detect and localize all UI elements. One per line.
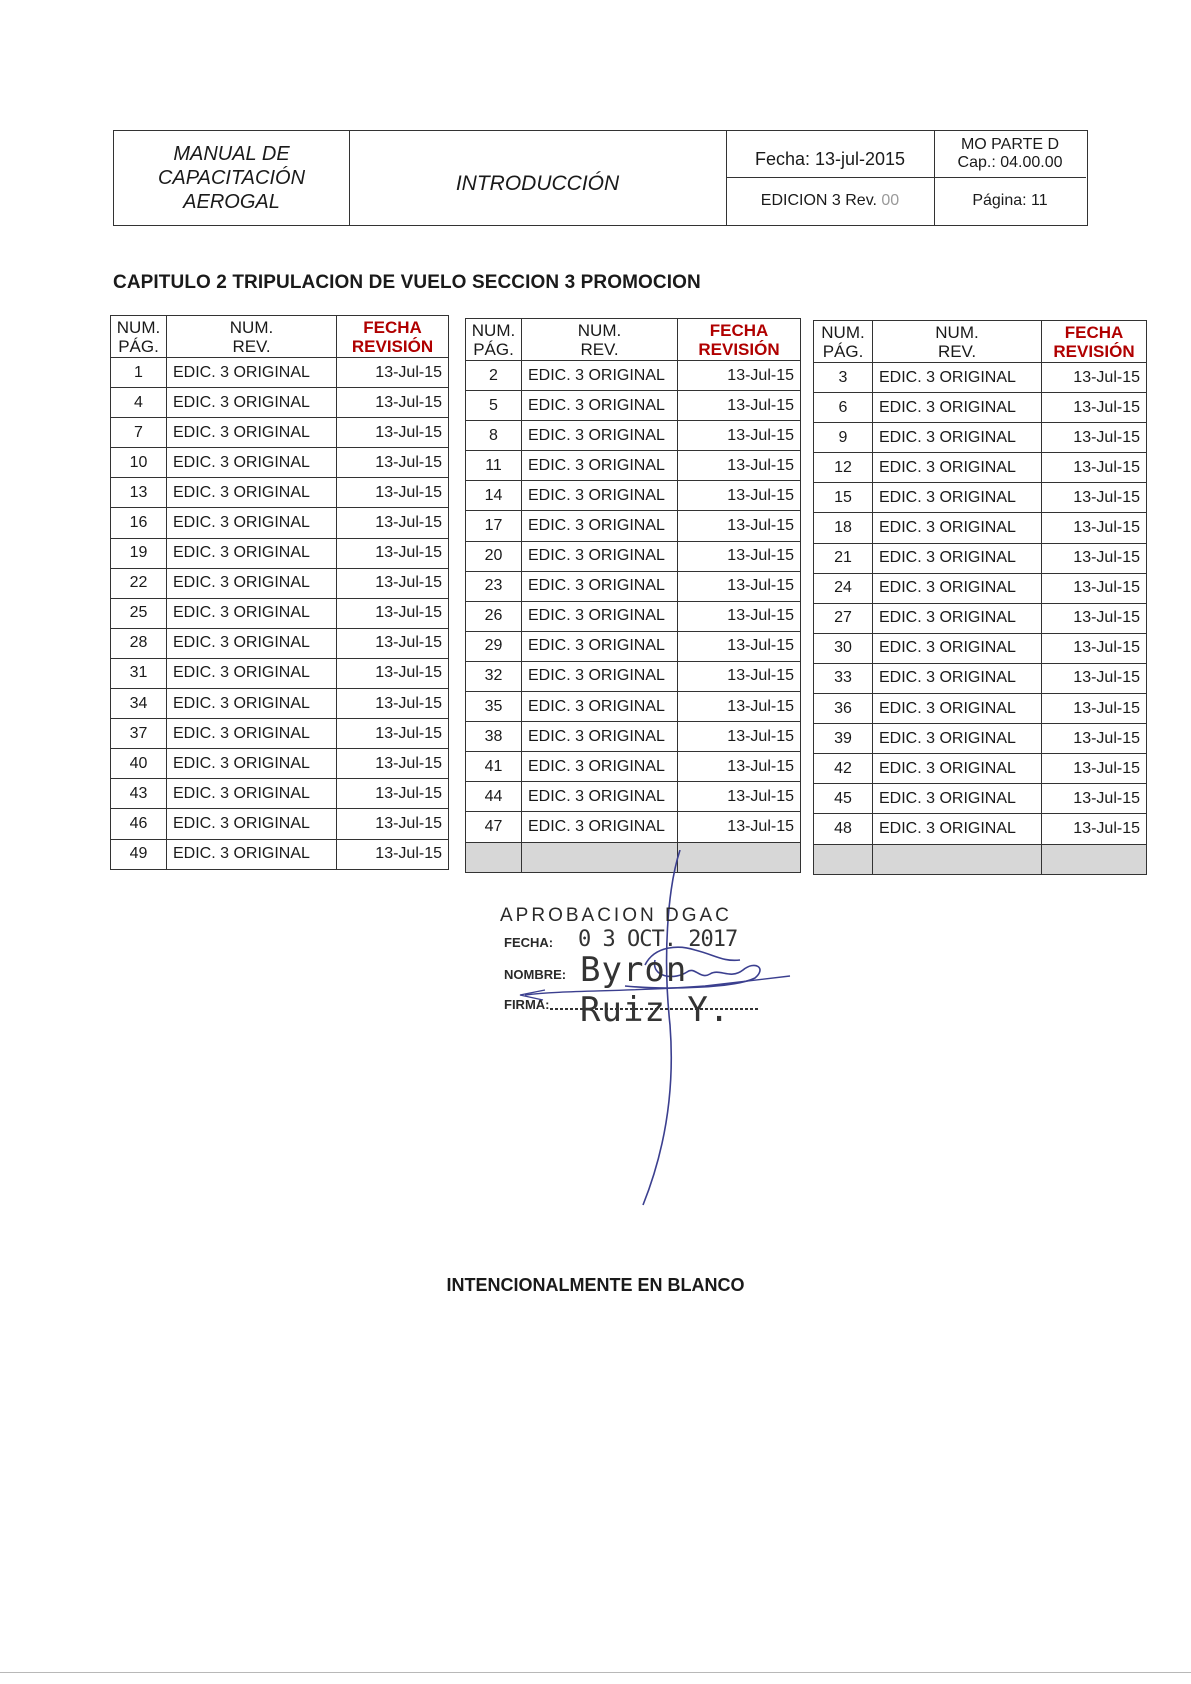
table-row (814, 633, 1147, 663)
cell-fecha-revision: 13-Jul-15 (1042, 724, 1147, 754)
table-row (814, 393, 1147, 423)
cell-num-rev: EDIC. 3 ORIGINAL (522, 812, 678, 842)
cell-fecha-revision: 13-Jul-15 (1042, 423, 1147, 453)
table-row (814, 363, 1147, 393)
cell-num-pag: 13 (111, 478, 167, 508)
cell-fecha-revision: 13-Jul-15 (678, 661, 801, 691)
cell-fecha-revision: 13-Jul-15 (1042, 633, 1147, 663)
table-row (111, 658, 449, 688)
cell-fecha-revision: 13-Jul-15 (1042, 393, 1147, 423)
cell-num-rev: EDIC. 3 ORIGINAL (873, 603, 1042, 633)
cell-fecha-revision: 13-Jul-15 (678, 481, 801, 511)
cell-num-pag: 5 (466, 391, 522, 421)
table-row (111, 749, 449, 779)
cell-num-pag: 32 (466, 661, 522, 691)
table-row (111, 568, 449, 598)
edition-revision: 00 (881, 191, 900, 209)
cell-num-rev: EDIC. 3 ORIGINAL (167, 448, 337, 478)
cell-fecha-revision: 13-Jul-15 (337, 719, 449, 749)
table-row (466, 782, 801, 812)
cell-num-pag: 20 (466, 541, 522, 571)
cell-fecha-revision: 13-Jul-15 (1042, 483, 1147, 513)
cell-num-pag: 24 (814, 573, 873, 603)
cell-num-rev: EDIC. 3 ORIGINAL (167, 689, 337, 719)
revision-table-left (110, 315, 449, 870)
cell-fecha-revision: 13-Jul-15 (337, 598, 449, 628)
table-row (814, 814, 1147, 844)
manual-part (934, 131, 1086, 177)
cell-num-rev: EDIC. 3 ORIGINAL (522, 782, 678, 812)
cell-num-pag: 6 (814, 393, 873, 423)
manual-title-line-2: CAPACITACIÓN (157, 166, 306, 189)
cell-fecha-revision: 13-Jul-15 (337, 478, 449, 508)
table-row (466, 752, 801, 782)
table-row (111, 598, 449, 628)
cell-num-pag: 45 (814, 784, 873, 814)
cell-num-rev: EDIC. 3 ORIGINAL (522, 361, 678, 391)
cell-num-rev: EDIC. 3 ORIGINAL (522, 511, 678, 541)
cell-num-pag: 40 (111, 749, 167, 779)
col-num-pag: NUM. PÁG. (466, 319, 522, 361)
cell-fecha-revision: 13-Jul-15 (337, 508, 449, 538)
cell-num-pag: 41 (466, 752, 522, 782)
cell-num-pag: 46 (111, 809, 167, 839)
cell-num-pag: 35 (466, 692, 522, 722)
cell-num-pag: 36 (814, 694, 873, 724)
cell-num-pag: 21 (814, 543, 873, 573)
cell-num-pag: 14 (466, 481, 522, 511)
cell-num-rev: EDIC. 3 ORIGINAL (522, 692, 678, 722)
cell-fecha-revision: 13-Jul-15 (337, 749, 449, 779)
cell-num-rev: EDIC. 3 ORIGINAL (873, 724, 1042, 754)
cell-num-pag: 8 (466, 421, 522, 451)
cell-num-pag: 28 (111, 628, 167, 658)
cell-num-pag: 29 (466, 631, 522, 661)
table-row (466, 571, 801, 601)
cell-num-pag: 31 (111, 658, 167, 688)
empty-cell (873, 844, 1042, 874)
cell-fecha-revision: 13-Jul-15 (337, 418, 449, 448)
table-row (814, 423, 1147, 453)
cell-num-rev: EDIC. 3 ORIGINAL (873, 694, 1042, 724)
cell-num-pag: 17 (466, 511, 522, 541)
table-row (111, 448, 449, 478)
table-row (814, 694, 1147, 724)
table-row (111, 388, 449, 418)
stamp-firma-dotted-line (550, 1005, 760, 1013)
cell-fecha-revision: 13-Jul-15 (337, 358, 449, 388)
table-row (466, 451, 801, 481)
cell-num-pag: 9 (814, 423, 873, 453)
header-box (113, 130, 1088, 226)
cell-fecha-revision: 13-Jul-15 (337, 809, 449, 839)
cell-fecha-revision: 13-Jul-15 (678, 541, 801, 571)
stamp-fecha-value: 0 3 OCT. 2017 (578, 927, 738, 952)
cell-fecha-revision: 13-Jul-15 (337, 839, 449, 869)
cell-num-pag: 7 (111, 418, 167, 448)
table-row (466, 511, 801, 541)
section-name: INTRODUCCIÓN (455, 171, 620, 195)
cell-fecha-revision: 13-Jul-15 (678, 361, 801, 391)
table-row (466, 481, 801, 511)
table-row (466, 541, 801, 571)
empty-cell (1042, 844, 1147, 874)
table-row (111, 779, 449, 809)
table-row (466, 722, 801, 752)
cell-fecha-revision: 13-Jul-15 (337, 689, 449, 719)
edition-label: EDICION 3 Rev. (760, 191, 877, 209)
cell-num-pag: 33 (814, 663, 873, 693)
cell-num-pag: 48 (814, 814, 873, 844)
cell-fecha-revision: 13-Jul-15 (678, 631, 801, 661)
table-row (814, 543, 1147, 573)
table-row (466, 601, 801, 631)
cell-num-pag: 47 (466, 812, 522, 842)
cell-num-rev: EDIC. 3 ORIGINAL (167, 358, 337, 388)
cell-num-rev: EDIC. 3 ORIGINAL (522, 601, 678, 631)
cell-fecha-revision: 13-Jul-15 (1042, 453, 1147, 483)
cell-num-rev: EDIC. 3 ORIGINAL (873, 754, 1042, 784)
cell-fecha-revision: 13-Jul-15 (1042, 513, 1147, 543)
cell-num-rev: EDIC. 3 ORIGINAL (522, 661, 678, 691)
table-row (814, 453, 1147, 483)
cell-num-rev: EDIC. 3 ORIGINAL (522, 571, 678, 601)
cell-fecha-revision: 13-Jul-15 (678, 391, 801, 421)
table-row (814, 754, 1147, 784)
col-fecha-revision: FECHA REVISIÓN (337, 316, 449, 358)
cell-num-rev: EDIC. 3 ORIGINAL (167, 478, 337, 508)
cell-num-rev: EDIC. 3 ORIGINAL (167, 809, 337, 839)
cell-fecha-revision: 13-Jul-15 (678, 722, 801, 752)
cell-num-rev: EDIC. 3 ORIGINAL (873, 363, 1042, 393)
table-row (111, 628, 449, 658)
table-row (111, 689, 449, 719)
cell-num-rev: EDIC. 3 ORIGINAL (167, 749, 337, 779)
cell-fecha-revision: 13-Jul-15 (1042, 543, 1147, 573)
table-row (111, 478, 449, 508)
stamp-title: APROBACION DGAC (500, 905, 732, 926)
table-row (814, 573, 1147, 603)
edition (726, 177, 934, 224)
manual-title-line-1: MANUAL DE (173, 142, 290, 165)
cell-num-rev: EDIC. 3 ORIGINAL (522, 451, 678, 481)
cell-num-pag: 11 (466, 451, 522, 481)
cell-fecha-revision: 13-Jul-15 (678, 571, 801, 601)
cell-num-pag: 44 (466, 782, 522, 812)
cell-num-rev: EDIC. 3 ORIGINAL (873, 784, 1042, 814)
manual-title-line-3: AEROGAL (183, 190, 280, 213)
cell-num-rev: EDIC. 3 ORIGINAL (522, 631, 678, 661)
cell-fecha-revision: 13-Jul-15 (1042, 573, 1147, 603)
cell-num-rev: EDIC. 3 ORIGINAL (167, 388, 337, 418)
section-title: CAPITULO 2 TRIPULACION DE VUELO SECCION 3 PROMOCION (113, 272, 701, 293)
cell-fecha-revision: 13-Jul-15 (337, 388, 449, 418)
cell-num-rev: EDIC. 3 ORIGINAL (167, 508, 337, 538)
revision-table-right (813, 320, 1147, 875)
table-row (466, 692, 801, 722)
cell-fecha-revision: 13-Jul-15 (678, 782, 801, 812)
stamp-firma-label: FIRMA: (504, 997, 550, 1012)
empty-cell (814, 844, 873, 874)
table-row (111, 538, 449, 568)
footer-rule (0, 1672, 1191, 1673)
cell-num-rev: EDIC. 3 ORIGINAL (522, 752, 678, 782)
cell-fecha-revision: 13-Jul-15 (337, 779, 449, 809)
cell-num-pag: 16 (111, 508, 167, 538)
cell-num-rev: EDIC. 3 ORIGINAL (167, 598, 337, 628)
table-row (814, 784, 1147, 814)
empty-shaded-row (814, 844, 1147, 874)
cell-num-pag: 42 (814, 754, 873, 784)
cell-num-pag: 37 (111, 719, 167, 749)
cell-fecha-revision: 13-Jul-15 (1042, 814, 1147, 844)
table-row (466, 661, 801, 691)
cell-num-pag: 26 (466, 601, 522, 631)
table-row (814, 724, 1147, 754)
cell-num-pag: 34 (111, 689, 167, 719)
col-num-pag: NUM. PÁG. (111, 316, 167, 358)
cell-num-rev: EDIC. 3 ORIGINAL (167, 568, 337, 598)
mo-parte: MO PARTE D (960, 136, 1060, 153)
cell-num-rev: EDIC. 3 ORIGINAL (873, 393, 1042, 423)
table-row (466, 812, 801, 842)
cell-fecha-revision: 13-Jul-15 (1042, 694, 1147, 724)
cell-num-rev: EDIC. 3 ORIGINAL (873, 663, 1042, 693)
revision-table-middle (465, 318, 801, 873)
table-row (466, 361, 801, 391)
cell-num-rev: EDIC. 3 ORIGINAL (873, 633, 1042, 663)
cell-num-rev: EDIC. 3 ORIGINAL (167, 658, 337, 688)
cell-num-rev: EDIC. 3 ORIGINAL (522, 421, 678, 451)
stamp-nombre-value: Byron Ruiz Y. (580, 950, 731, 1030)
table-row (111, 839, 449, 869)
cell-num-rev: EDIC. 3 ORIGINAL (167, 779, 337, 809)
cell-num-rev: EDIC. 3 ORIGINAL (873, 453, 1042, 483)
cell-fecha-revision: 13-Jul-15 (337, 568, 449, 598)
cell-fecha-revision: 13-Jul-15 (1042, 363, 1147, 393)
table-row (111, 418, 449, 448)
table-header-row (814, 321, 1147, 363)
cell-fecha-revision: 13-Jul-15 (1042, 663, 1147, 693)
cell-fecha-revision: 13-Jul-15 (678, 692, 801, 722)
table-row (466, 421, 801, 451)
cell-num-pag: 43 (111, 779, 167, 809)
cell-fecha-revision: 13-Jul-15 (678, 601, 801, 631)
cell-num-rev: EDIC. 3 ORIGINAL (167, 839, 337, 869)
col-fecha-revision: FECHA REVISIÓN (1042, 321, 1147, 363)
table-row (466, 391, 801, 421)
cell-num-pag: 4 (111, 388, 167, 418)
cell-num-rev: EDIC. 3 ORIGINAL (873, 573, 1042, 603)
cell-num-pag: 1 (111, 358, 167, 388)
cell-num-pag: 15 (814, 483, 873, 513)
cell-num-rev: EDIC. 3 ORIGINAL (522, 722, 678, 752)
cell-fecha-revision: 13-Jul-15 (678, 421, 801, 451)
col-num-rev: NUM. REV. (167, 316, 337, 358)
cell-num-pag: 25 (111, 598, 167, 628)
cell-num-pag: 30 (814, 633, 873, 663)
page-number: Página: 11 (972, 191, 1048, 209)
table-row (111, 719, 449, 749)
cell-num-pag: 22 (111, 568, 167, 598)
cell-num-pag: 12 (814, 453, 873, 483)
table-row (814, 483, 1147, 513)
cell-num-rev: EDIC. 3 ORIGINAL (522, 481, 678, 511)
manual-title (114, 131, 349, 224)
cell-fecha-revision: 13-Jul-15 (337, 538, 449, 568)
cell-num-rev: EDIC. 3 ORIGINAL (522, 541, 678, 571)
cell-num-rev: EDIC. 3 ORIGINAL (522, 391, 678, 421)
table-row (111, 508, 449, 538)
stamp-nombre-label: NOMBRE: (504, 967, 567, 982)
table-row (466, 631, 801, 661)
cell-num-pag: 2 (466, 361, 522, 391)
cell-num-rev: EDIC. 3 ORIGINAL (167, 538, 337, 568)
cell-fecha-revision: 13-Jul-15 (678, 451, 801, 481)
cell-num-rev: EDIC. 3 ORIGINAL (873, 513, 1042, 543)
approval-stamp (500, 905, 780, 1035)
blank-page-notice: INTENCIONALMENTE EN BLANCO (446, 1275, 745, 1295)
cell-fecha-revision: 13-Jul-15 (337, 658, 449, 688)
cell-fecha-revision: 13-Jul-15 (1042, 603, 1147, 633)
col-num-rev: NUM. REV. (873, 321, 1042, 363)
cell-num-pag: 49 (111, 839, 167, 869)
issue-date: Fecha: 13-jul-2015 (754, 148, 906, 169)
table-row (814, 663, 1147, 693)
table-row (111, 809, 449, 839)
cell-fecha-revision: 13-Jul-15 (678, 812, 801, 842)
cell-fecha-revision: 13-Jul-15 (678, 511, 801, 541)
cell-num-pag: 3 (814, 363, 873, 393)
stamp-fecha-label: FECHA: (504, 935, 554, 950)
table-header-row (466, 319, 801, 361)
cell-num-rev: EDIC. 3 ORIGINAL (873, 423, 1042, 453)
cell-num-pag: 19 (111, 538, 167, 568)
cell-num-pag: 39 (814, 724, 873, 754)
chapter-code: Cap.: 04.00.00 (957, 154, 1063, 171)
cell-num-rev: EDIC. 3 ORIGINAL (167, 719, 337, 749)
col-fecha-revision: FECHA REVISIÓN (678, 319, 801, 361)
cell-fecha-revision: 13-Jul-15 (337, 628, 449, 658)
cell-fecha-revision: 13-Jul-15 (337, 448, 449, 478)
table-row (814, 513, 1147, 543)
cell-num-rev: EDIC. 3 ORIGINAL (167, 418, 337, 448)
table-row (814, 603, 1147, 633)
table-row (111, 358, 449, 388)
cell-num-pag: 27 (814, 603, 873, 633)
cell-num-rev: EDIC. 3 ORIGINAL (873, 543, 1042, 573)
cell-num-rev: EDIC. 3 ORIGINAL (873, 814, 1042, 844)
cell-fecha-revision: 13-Jul-15 (1042, 784, 1147, 814)
cell-num-pag: 23 (466, 571, 522, 601)
cell-num-pag: 38 (466, 722, 522, 752)
table-header-row (111, 316, 449, 358)
cell-num-rev: EDIC. 3 ORIGINAL (873, 483, 1042, 513)
cell-fecha-revision: 13-Jul-15 (678, 752, 801, 782)
cell-num-pag: 10 (111, 448, 167, 478)
cell-num-pag: 18 (814, 513, 873, 543)
col-num-pag: NUM. PÁG. (814, 321, 873, 363)
col-num-rev: NUM. REV. (522, 319, 678, 361)
cell-num-rev: EDIC. 3 ORIGINAL (167, 628, 337, 658)
cell-fecha-revision: 13-Jul-15 (1042, 754, 1147, 784)
